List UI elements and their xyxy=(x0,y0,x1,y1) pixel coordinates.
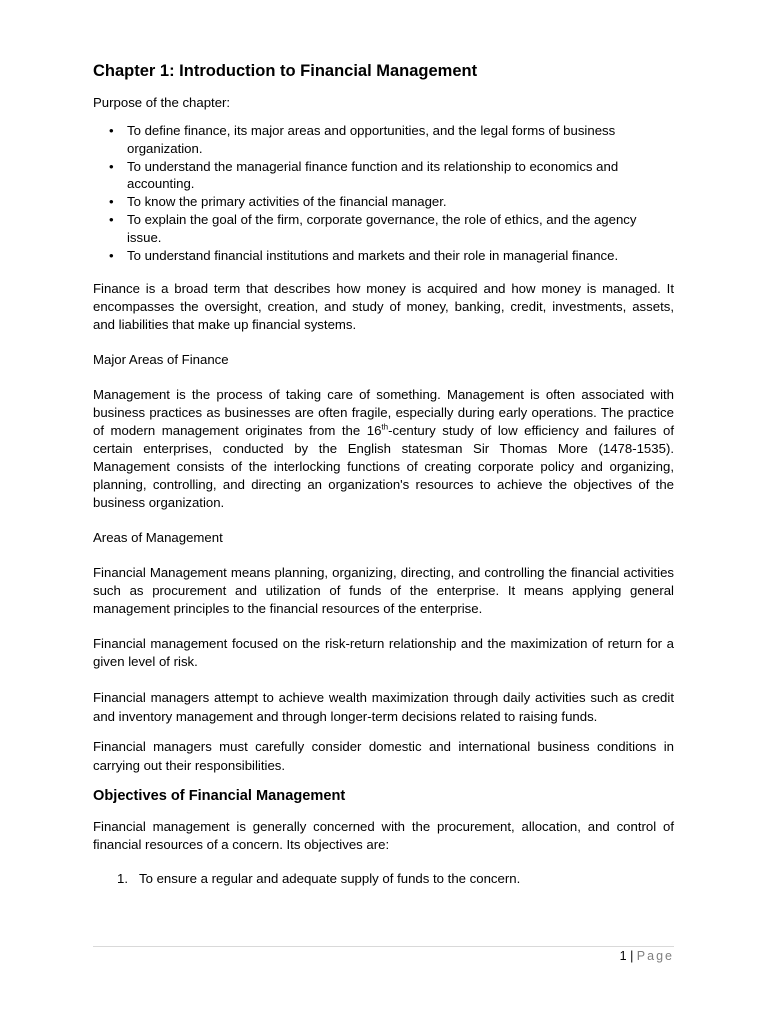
page-number: 1 xyxy=(619,949,627,963)
bullet-item: • To define finance, its major areas and opportunities, and the legal forms of business organization. xyxy=(109,123,616,156)
page-footer xyxy=(93,946,674,963)
bullet-item: • To know the primary activities of the financial manager. xyxy=(109,194,447,210)
chapter-title: Chapter 1: Introduction to Financial Management xyxy=(93,62,478,80)
management-paragraph: Management is the process of taking care of something. Management is often associated with business practices as businesses are often fragile, especially during early operations. The practice of modern management originates from the 16th-century study of low efficiency and failures of certain enterprises, conducted by the English statesman Sir Thomas More (1478-1535). Management consists of the interlocking functions of creating corporate policy and organizing, planning, controlling, and directing an organization's resources to achieve the objectives of the business organization. xyxy=(93,387,674,511)
fm-means-paragraph: Financial Management means planning, organizing, directing, and controlling the financial activities such as procurement and utilization of funds of the enterprise. It means applying general management principles to the financial resources of the enterprise. xyxy=(93,565,674,617)
major-areas-heading: Major Areas of Finance xyxy=(93,352,229,368)
fm-wealth-paragraph: Financial managers attempt to achieve wealth maximization through daily activities such as credit and inventory management and through longer-term decisions related to raising funds. xyxy=(93,690,674,725)
purpose-bullet-list xyxy=(93,122,674,264)
bullet-icon: • xyxy=(109,247,114,263)
bullet-icon: • xyxy=(109,211,114,227)
fm-focused-paragraph: Financial management focused on the risk-return relationship and the maximization of return for a given level of risk. xyxy=(93,636,674,670)
page-separator: | xyxy=(630,949,634,963)
bullet-icon: • xyxy=(109,158,114,174)
objectives-paragraph: Financial management is generally concerned with the procurement, allocation, and control of financial resources of a concern. Its objectives are: xyxy=(93,819,674,853)
bullet-icon: • xyxy=(109,123,114,138)
purpose-label: Purpose of the chapter: xyxy=(93,95,231,110)
fm-consider-paragraph: Financial managers must carefully consider domestic and international business conditions in carrying out their responsibilities. xyxy=(93,739,674,774)
objectives-heading: Objectives of Financial Management xyxy=(93,788,346,805)
page-label: Page xyxy=(636,949,674,963)
numbered-item: 1. To ensure a regular and adequate supply of funds to the concern. xyxy=(117,871,521,887)
objectives-numbered-list xyxy=(93,870,674,888)
finance-paragraph: Finance is a broad term that describes how money is acquired and how money is managed. It encompasses the oversight, creation, and study of money, banking, credit, investments, assets, and liabilities that make up financial systems. xyxy=(93,281,674,333)
bullet-item: • To explain the goal of the firm, corporate governance, the role of ethics, and the agency issue. xyxy=(109,211,637,245)
bullet-item: • To understand financial institutions and markets and their role in managerial finance. xyxy=(109,247,619,263)
areas-of-management-heading: Areas of Management xyxy=(93,530,223,546)
bullet-item: • To understand the managerial finance function and its relationship to economics and accounting. xyxy=(109,158,619,192)
bullet-icon: • xyxy=(109,194,114,210)
